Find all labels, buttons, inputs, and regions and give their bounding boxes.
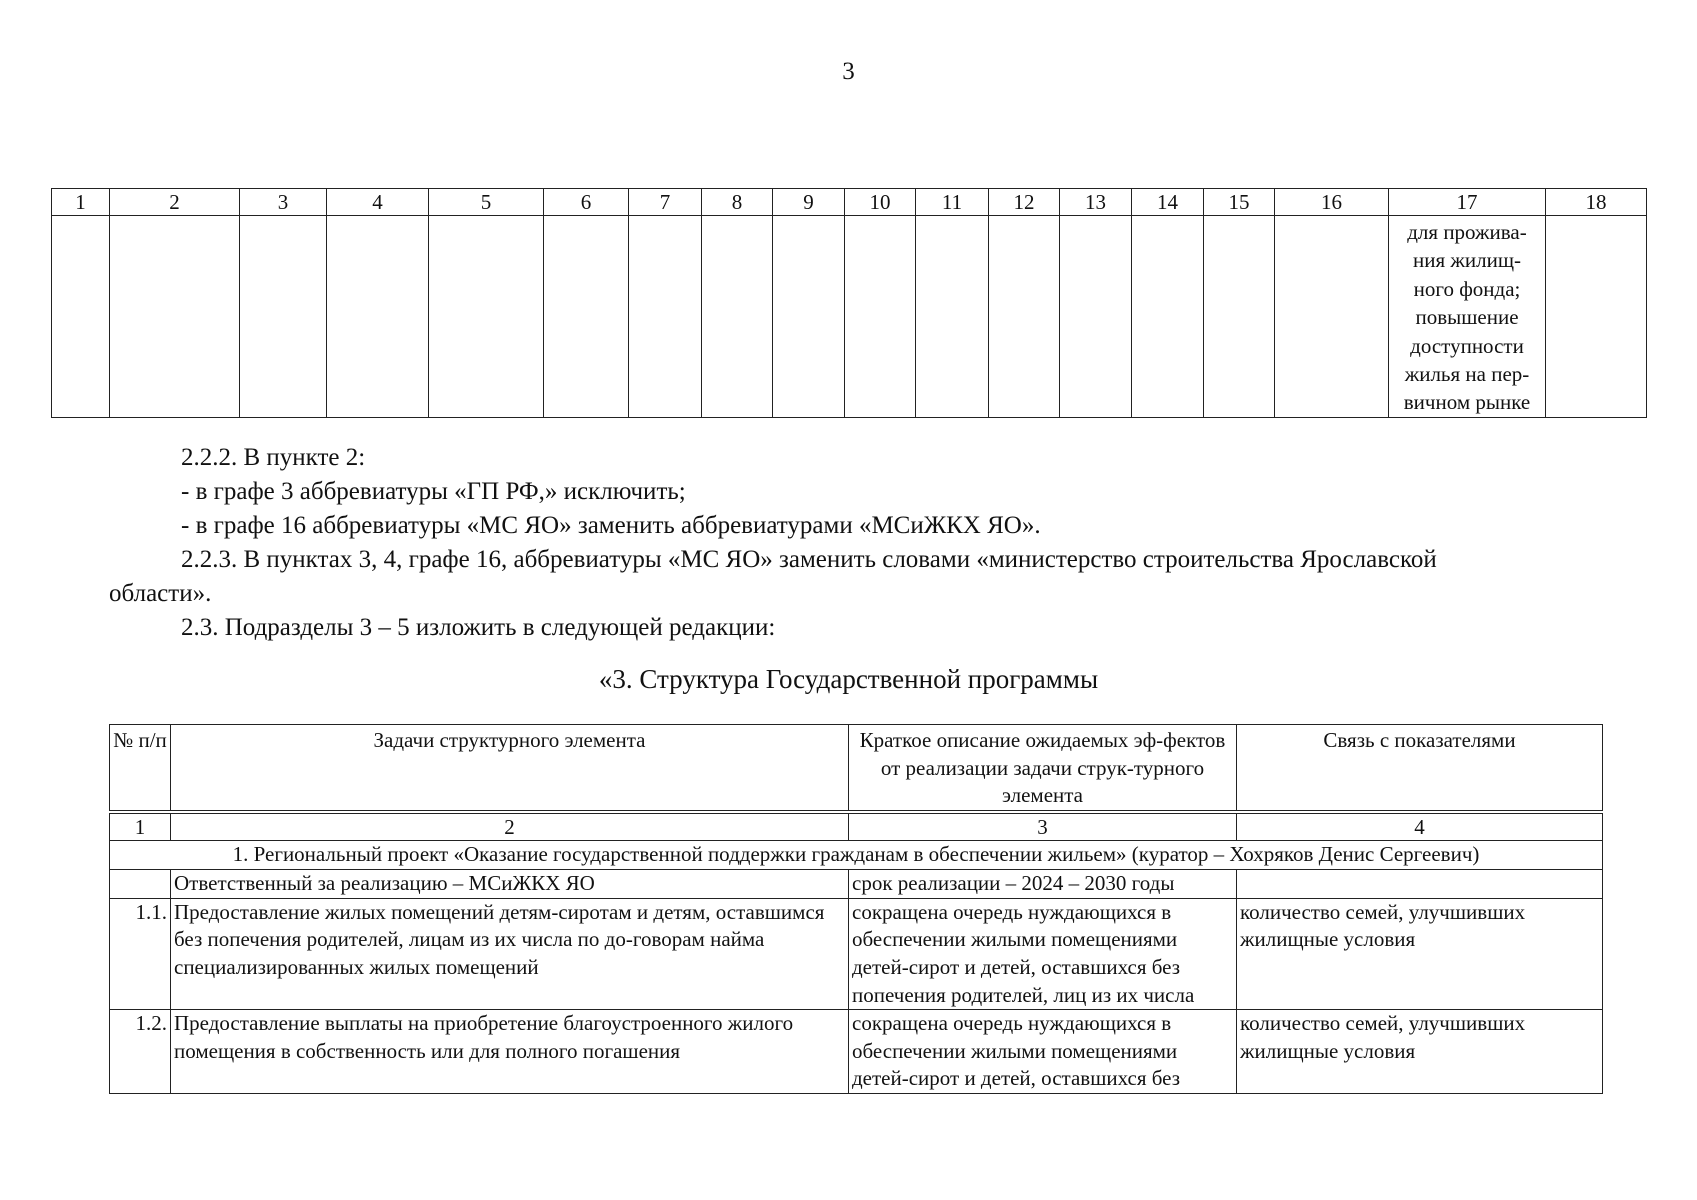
cell-line: жилья на пер- — [1404, 362, 1530, 387]
section-title: «3. Структура Государственной программы — [598, 664, 1099, 694]
cell-line: ного фонда; — [1413, 276, 1521, 301]
continuation-table — [51, 188, 1647, 418]
table-cell — [773, 216, 845, 418]
header-cell: 10 — [845, 189, 916, 216]
header-effects: Краткое описание ожидаемых эф-фектов от реализации задачи струк-турного элемента — [849, 725, 1237, 811]
row-number: 1.1. — [110, 898, 171, 1009]
header-cell: 5 — [429, 189, 544, 216]
paragraph: 2.2.2. В пункте 2: — [181, 444, 366, 471]
header-cell: 17 — [1389, 189, 1546, 216]
link-text: количество семей, улучшивших жилищные условия — [1237, 898, 1603, 1009]
cell-line: повышение — [1415, 305, 1519, 330]
header-cell: 16 — [1275, 189, 1389, 216]
header-link: Связь с показателями — [1237, 725, 1603, 811]
table-cell — [327, 216, 429, 418]
table-cell — [240, 216, 327, 418]
header-cell: 13 — [1060, 189, 1132, 216]
paragraph: - в графе 16 аббревиатуры «МС ЯО» заменить аббревиатурами «МСиЖКХ ЯО». — [181, 512, 1041, 539]
responsible-text: Ответственный за реализацию – МСиЖКХ ЯО — [171, 869, 849, 898]
table-row — [110, 1010, 1603, 1094]
header-cell: 15 — [1204, 189, 1275, 216]
table-row — [52, 216, 1647, 418]
col17-cell — [1389, 216, 1546, 418]
table-cell — [1546, 216, 1647, 418]
table-cell — [845, 216, 916, 418]
table-cell — [1132, 216, 1204, 418]
structure-table — [109, 724, 1603, 1094]
row-number: 1.2. — [110, 1010, 171, 1094]
column-number: 3 — [849, 813, 1237, 840]
project-title: 1. Региональный проект «Оказание государственной поддержки гражданам в обеспечении жильем» (куратор – Хохряков Денис Сергеевич) — [110, 840, 1603, 869]
table-cell — [916, 216, 989, 418]
table-row — [110, 898, 1603, 1009]
paragraph: 2.3. Подразделы 3 – 5 изложить в следующей редакции: — [181, 614, 776, 641]
header-cell: 6 — [544, 189, 629, 216]
cell-line: вичном рынке — [1403, 390, 1531, 415]
column-number-row — [110, 813, 1603, 840]
project-row — [110, 840, 1603, 869]
table-cell — [1237, 869, 1603, 898]
paragraph: - в графе 3 аббревиатуры «ГП РФ,» исключить; — [181, 478, 686, 505]
column-number: 4 — [1237, 813, 1603, 840]
header-cell: 4 — [327, 189, 429, 216]
column-number: 2 — [171, 813, 849, 840]
header-cell: 2 — [110, 189, 240, 216]
effect-text: сокращена очередь нуждающихся в обеспечении жилыми помещениями детей-сирот и детей, оставшихся без — [849, 1010, 1237, 1094]
cell-line: для прожива- — [1407, 220, 1527, 244]
paragraph: 2.2.3. В пунктах 3, 4, графе 16, аббревиатуры «МС ЯО» заменить словами «министерство строительства Ярославской — [181, 546, 1437, 573]
table-header-row — [52, 189, 1647, 216]
column-number: 1 — [110, 813, 171, 840]
table-header-row — [110, 725, 1603, 811]
table-cell — [110, 216, 240, 418]
header-num: № п/п — [110, 725, 171, 811]
task-text: Предоставление выплаты на приобретение благоустроенного жилого помещения в собственность или для полного погашения — [171, 1010, 849, 1094]
table-cell — [1204, 216, 1275, 418]
link-text: количество семей, улучшивших жилищные условия — [1237, 1010, 1603, 1094]
header-cell: 1 — [52, 189, 110, 216]
table-cell — [544, 216, 629, 418]
header-cell: 3 — [240, 189, 327, 216]
effect-text: сокращена очередь нуждающихся в обеспечении жилыми помещениями детей-сирот и детей, оставшихся без попечения родителей, лиц из их числа — [849, 898, 1237, 1009]
term-text: срок реализации – 2024 – 2030 годы — [849, 869, 1237, 898]
header-cell: 9 — [773, 189, 845, 216]
task-text: Предоставление жилых помещений детям-сиротам и детям, оставшимся без попечения родителей, лицам из их числа по до-говорам найма специализированных жилых помещений — [171, 898, 849, 1009]
table-cell — [989, 216, 1060, 418]
responsible-row — [110, 869, 1603, 898]
table-cell — [702, 216, 773, 418]
table-cell — [52, 216, 110, 418]
table-cell — [110, 869, 171, 898]
page-number: 3 — [842, 58, 855, 85]
header-cell: 11 — [916, 189, 989, 216]
table-cell — [1060, 216, 1132, 418]
table-cell — [429, 216, 544, 418]
table-cell — [629, 216, 702, 418]
header-tasks: Задачи структурного элемента — [171, 725, 849, 811]
amendment-text — [0, 441, 1697, 645]
header-cell: 8 — [702, 189, 773, 216]
table-cell — [1275, 216, 1389, 418]
cell-line: доступности — [1410, 333, 1524, 358]
header-cell: 14 — [1132, 189, 1204, 216]
header-cell: 7 — [629, 189, 702, 216]
header-cell: 18 — [1546, 189, 1647, 216]
paragraph: области». — [109, 580, 212, 607]
cell-line: ния жилищ- — [1412, 248, 1521, 273]
header-cell: 12 — [989, 189, 1060, 216]
